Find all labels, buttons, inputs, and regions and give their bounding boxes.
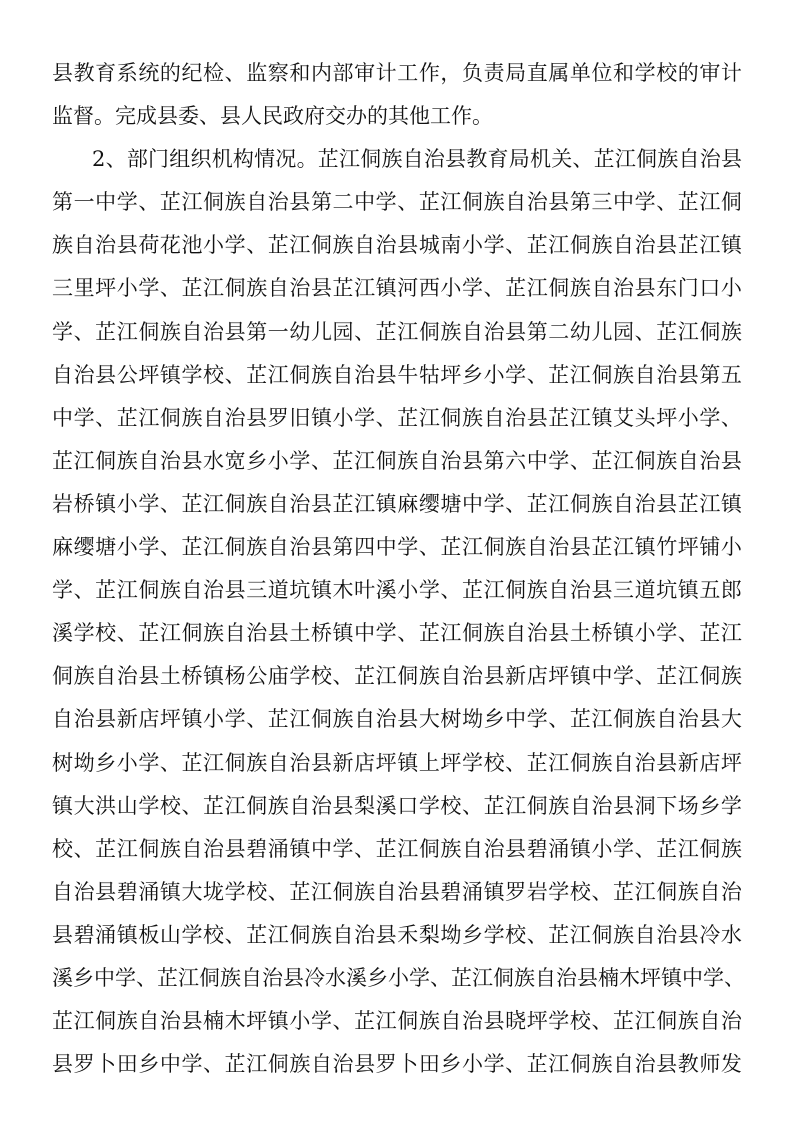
text-line: 麻 缨 塘 小 学 、 芷 江 侗 族 自 治 县 第 四 中 学 、 芷 江 侗 族 自 治 县 芷 江 镇 竹 坪 铺 小 [52, 535, 742, 560]
text-line: 三 里 坪 小 学 、 芷 江 侗 族 自 治 县 芷 江 镇 河 西 小 学 、 芷 江 侗 族 自 治 县 东 门 口 小 [52, 276, 742, 301]
text-line: 溪 乡 中 学 、 芷 江 侗 族 自 治 县 冷 水 溪 乡 小 学 、 芷 江 侗 族 自 治 县 楠 木 坪 镇 中 学 、 [52, 965, 745, 990]
text-line: 学 、 芷 江 侗 族 自 治 县 第 一 幼 儿 园 、 芷 江 侗 族 自 治 县 第 二 幼 儿 园 、 芷 江 侗 族 [52, 319, 742, 344]
text-line: 自 治 县 碧 涌 镇 大 垅 学 校 、 芷 江 侗 族 自 治 县 碧 涌 镇 罗 岩 学 校 、 芷 江 侗 族 自 治 [52, 879, 742, 904]
text-line: 岩 桥 镇 小 学 、 芷 江 侗 族 自 治 县 芷 江 镇 麻 缨 塘 中 学 、 芷 江 侗 族 自 治 县 芷 江 镇 [52, 491, 742, 516]
text-line: 芷 江 侗 族 自 治 县 楠 木 坪 镇 小 学 、 芷 江 侗 族 自 治 县 晓 坪 学 校 、 芷 江 侗 族 自 治 [52, 1009, 742, 1034]
text-line: 第 一 中 学 、 芷 江 侗 族 自 治 县 第 二 中 学 、 芷 江 侗 族 自 治 县 第 三 中 学 、 芷 江 侗 [52, 190, 742, 215]
text-line: 自 治 县 新 店 坪 镇 小 学 、 芷 江 侗 族 自 治 县 大 树 坳 乡 中 学 、 芷 江 侗 族 自 治 县 大 [52, 707, 742, 732]
text-line: 镇 大 洪 山 学 校 、 芷 江 侗 族 自 治 县 梨 溪 口 学 校 、 芷 江 侗 族 自 治 县 洞 下 场 乡 学 [52, 793, 742, 818]
text-line: 县 碧 涌 镇 板 山 学 校 、 芷 江 侗 族 自 治 县 禾 梨 坳 乡 学 校 、 芷 江 侗 族 自 治 县 冷 水 [52, 922, 742, 947]
text-line: 学 、 芷 江 侗 族 自 治 县 三 道 坑 镇 木 叶 溪 小 学 、 芷 江 侗 族 自 治 县 三 道 坑 镇 五 郎 [52, 578, 742, 603]
text-line: 校 、 芷 江 侗 族 自 治 县 碧 涌 镇 中 学 、 芷 江 侗 族 自 治 县 碧 涌 镇 小 学 、 芷 江 侗 族 [52, 836, 742, 861]
text-line: 县 教 育 系 统 的 纪 检 、 监 察 和 内 部 审 计 工 作 ， 负 责 局 直 属 单 位 和 学 校 的 审 计 [52, 61, 742, 85]
text-line: 监督。完成县委、县人民政府交办的其他工作。 [52, 104, 493, 129]
text-line: 芷 江 侗 族 自 治 县 水 宽 乡 小 学 、 芷 江 侗 族 自 治 县 第 六 中 学 、 芷 江 侗 族 自 治 县 [52, 448, 742, 473]
text-line: 中 学 、 芷 江 侗 族 自 治 县 罗 旧 镇 小 学 、 芷 江 侗 族 自 治 县 芷 江 镇 艾 头 坪 小 学 、 [52, 405, 742, 430]
text-line: 县 罗 卜 田 乡 中 学 、 芷 江 侗 族 自 治 县 罗 卜 田 乡 小 学 、 芷 江 侗 族 自 治 县 教 师 发 [52, 1052, 742, 1077]
body-text [52, 52, 745, 1086]
text-line: 侗 族 自 治 县 土 桥 镇 杨 公 庙 学 校 、 芷 江 侗 族 自 治 县 新 店 坪 镇 中 学 、 芷 江 侗 族 [52, 664, 742, 689]
text-line: 2 、 部 门 组 织 机 构 情 况 。 芷 江 侗 族 自 治 县 教 育 局 机 关 、 芷 江 侗 族 自 治 县 [92, 147, 742, 172]
text-line: 溪 学 校 、 芷 江 侗 族 自 治 县 土 桥 镇 中 学 、 芷 江 侗 族 自 治 县 土 桥 镇 小 学 、 芷 江 [52, 621, 742, 646]
text-line: 自 治 县 公 坪 镇 学 校 、 芷 江 侗 族 自 治 县 牛 牯 坪 乡 小 学 、 芷 江 侗 族 自 治 县 第 五 [52, 362, 742, 387]
text-line: 树 坳 乡 小 学 、 芷 江 侗 族 自 治 县 新 店 坪 镇 上 坪 学 校 、 芷 江 侗 族 自 治 县 新 店 坪 [52, 750, 742, 775]
text-line: 族 自 治 县 荷 花 池 小 学 、 芷 江 侗 族 自 治 县 城 南 小 学 、 芷 江 侗 族 自 治 县 芷 江 镇 [52, 233, 742, 258]
